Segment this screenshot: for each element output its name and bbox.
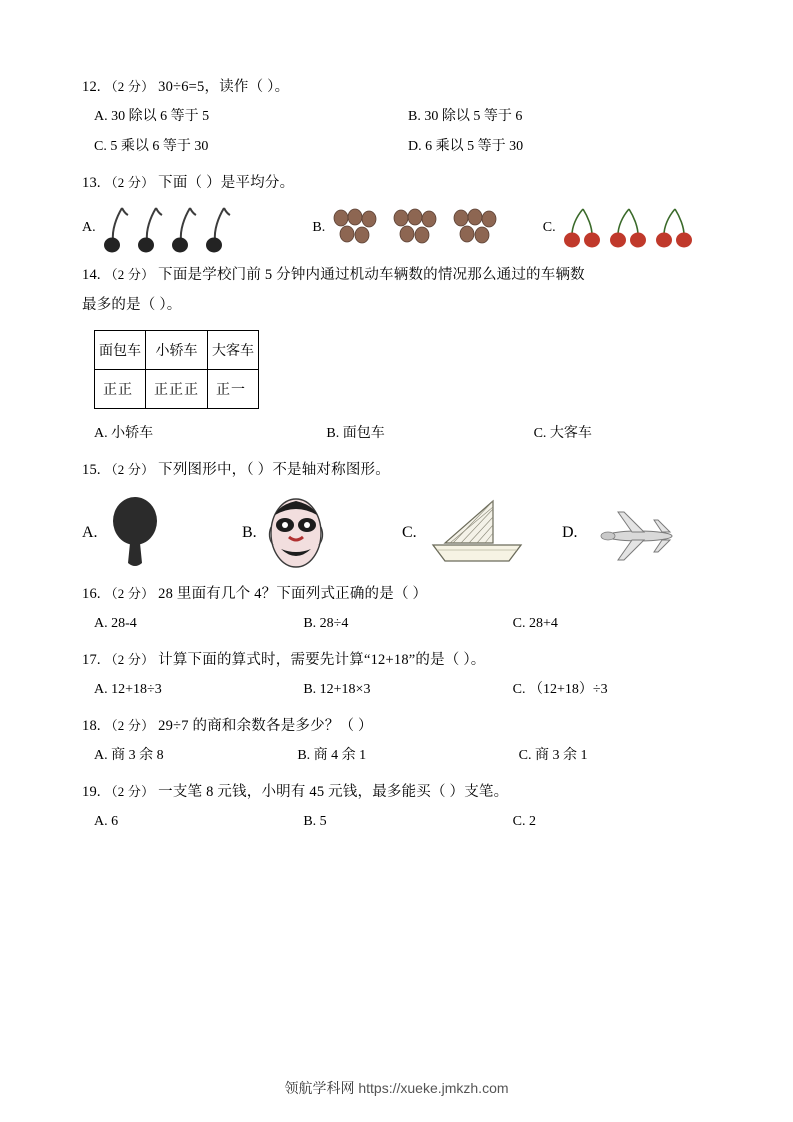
question-13-score: （2 分）	[104, 175, 155, 190]
strawberry-group-icon	[331, 208, 511, 248]
question-list	[82, 72, 722, 843]
cherry-pair-group-icon	[562, 205, 700, 251]
question-14	[82, 260, 722, 449]
question-18-option-c[interactable]: C. 商 3 余 1	[518, 748, 588, 763]
question-17-score: （2 分）	[104, 652, 155, 667]
question-19-option-a[interactable]: A. 6	[94, 814, 119, 829]
table-cell-3: 正一	[208, 370, 259, 409]
question-15-option-d-letter: D.	[562, 524, 578, 541]
question-17-options	[82, 675, 722, 705]
table-header-cell-3: 大客车	[208, 331, 259, 370]
question-12-text: 30÷6=5，读作（ ）。	[158, 79, 290, 95]
question-17-number: 17.	[82, 652, 101, 668]
question-17-stem	[82, 645, 722, 675]
question-14-text-line2: 最多的是（ ）。	[82, 297, 182, 313]
table-header-row	[95, 331, 259, 370]
question-16	[82, 579, 722, 639]
question-12-option-b[interactable]: B. 30 除以 5 等于 6	[408, 109, 523, 124]
question-19-text: 一支笔 8 元钱，小明有 45 元钱，最多能买（ ）支笔。	[158, 784, 509, 800]
question-16-score: （2 分）	[104, 586, 155, 601]
table-header-cell-1: 面包车	[95, 331, 146, 370]
question-12-score: （2 分）	[104, 79, 155, 94]
question-19-number: 19.	[82, 784, 101, 800]
question-12-options-row2	[82, 132, 722, 162]
question-12-option-d[interactable]: D. 6 乘以 5 等于 30	[408, 139, 524, 154]
question-16-options	[82, 609, 722, 639]
question-18	[82, 711, 722, 771]
question-15-option-a[interactable]	[82, 495, 242, 571]
question-19-option-c[interactable]: C. 2	[512, 814, 536, 829]
question-19-option-b[interactable]: B. 5	[303, 814, 327, 829]
question-19-stem	[82, 777, 722, 807]
question-13-stem	[82, 168, 722, 198]
question-16-option-a[interactable]: A. 28-4	[94, 616, 137, 631]
question-13-option-c[interactable]	[543, 205, 722, 251]
question-12-number: 12.	[82, 79, 101, 95]
table-cell-2: 正正正	[146, 370, 208, 409]
question-16-stem	[82, 579, 722, 609]
question-13	[82, 168, 722, 254]
question-19-options	[82, 807, 722, 837]
question-14-text: 下面是学校门前 5 分钟内通过机动车辆数的情况那么通过的车辆数	[158, 267, 585, 283]
question-15-stem	[82, 455, 722, 485]
question-15	[82, 455, 722, 573]
question-17-text: 计算下面的算式时，需要先计算“12+18”的是（ ）。	[158, 652, 486, 668]
question-18-score: （2 分）	[104, 718, 155, 733]
question-12-options-row1	[82, 102, 722, 132]
question-13-option-a[interactable]	[82, 202, 312, 254]
cherry-single-group-icon	[102, 202, 238, 254]
question-19-score: （2 分）	[104, 784, 155, 799]
vehicle-tally-table	[94, 330, 259, 409]
question-15-option-b[interactable]	[242, 497, 402, 569]
question-12-option-a[interactable]: A. 30 除以 6 等于 5	[94, 109, 210, 124]
question-16-text: 28 里面有几个 4？下面列式正确的是（ ）	[158, 586, 428, 602]
question-15-option-b-letter: B.	[242, 524, 257, 541]
question-18-options	[82, 741, 722, 771]
question-17-option-b[interactable]: B. 12+18×3	[303, 682, 371, 697]
question-14-stem	[82, 260, 722, 290]
question-13-option-a-letter: A.	[82, 220, 96, 235]
question-14-option-c[interactable]: C. 大客车	[533, 426, 592, 441]
question-15-option-c-letter: C.	[402, 524, 417, 541]
table-cell-1: 正正	[95, 370, 146, 409]
table-row	[95, 370, 259, 409]
question-15-option-c[interactable]	[402, 497, 562, 569]
question-15-number: 15.	[82, 462, 101, 478]
footer-url: https://xueke.jmkzh.com	[358, 1080, 509, 1096]
airplane-icon	[584, 500, 694, 566]
question-14-option-a[interactable]: A. 小轿车	[94, 426, 154, 441]
question-18-option-b[interactable]: B. 商 4 余 1	[297, 748, 367, 763]
question-18-number: 18.	[82, 718, 101, 734]
question-16-number: 16.	[82, 586, 101, 602]
question-17-option-c[interactable]: C. （12+18）÷3	[512, 682, 608, 697]
question-16-option-b[interactable]: B. 28÷4	[303, 616, 349, 631]
question-13-number: 13.	[82, 175, 101, 191]
question-18-text: 29÷7 的商和余数各是多少？（ ）	[158, 718, 373, 734]
sailboat-icon	[423, 497, 531, 569]
question-14-option-b[interactable]: B. 面包车	[326, 426, 385, 441]
question-16-option-c[interactable]: C. 28+4	[512, 616, 558, 631]
question-12-option-c[interactable]: C. 5 乘以 6 等于 30	[94, 139, 209, 154]
question-19	[82, 777, 722, 837]
question-14-options	[82, 419, 722, 449]
question-15-options	[82, 493, 722, 573]
question-15-option-a-letter: A.	[82, 524, 98, 541]
question-14-score: （2 分）	[104, 267, 155, 282]
question-15-score: （2 分）	[104, 462, 155, 477]
footer-watermark	[0, 1078, 793, 1098]
peking-opera-mask-icon	[263, 497, 329, 569]
question-15-text: 下列图形中，（ ）不是轴对称图形。	[158, 462, 390, 478]
footer-brand: 领航学科网	[284, 1080, 355, 1096]
question-12-stem	[82, 72, 722, 102]
question-13-option-c-letter: C.	[542, 220, 556, 235]
question-13-option-b[interactable]	[312, 208, 542, 248]
question-14-number: 14.	[82, 267, 101, 283]
question-13-options	[82, 202, 722, 254]
question-18-option-a[interactable]: A. 商 3 余 8	[94, 748, 164, 763]
table-header-cell-2: 小轿车	[146, 331, 208, 370]
question-17-option-a[interactable]: A. 12+18÷3	[94, 682, 162, 697]
ping-pong-paddle-icon	[104, 495, 166, 571]
question-13-option-b-letter: B.	[312, 220, 326, 235]
question-15-option-d[interactable]	[562, 500, 722, 566]
question-13-text: 下面（ ）是平均分。	[158, 175, 295, 191]
question-17	[82, 645, 722, 705]
question-12	[82, 72, 722, 162]
question-18-stem	[82, 711, 722, 741]
